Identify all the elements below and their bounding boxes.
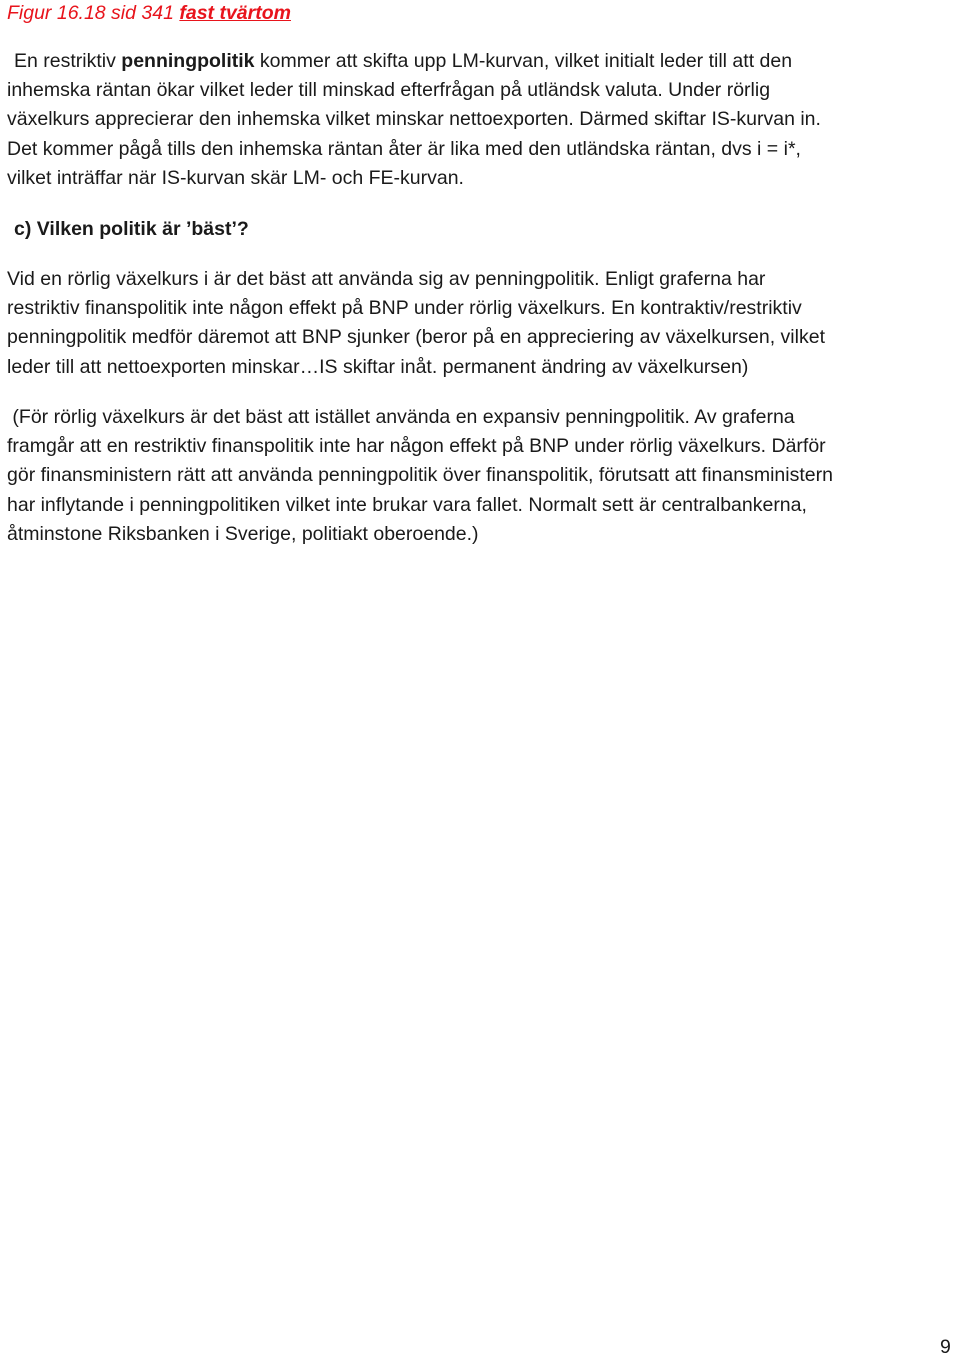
text-line: Vid en rörlig växelkurs i är det bäst att använda sig av penningpolitik. Enligt graferna har [7, 268, 766, 290]
figure-reference-emphasis: fast tvärtom [179, 2, 291, 24]
text-line: restriktiv finanspolitik inte någon effekt på BNP under rörlig växelkurs. En kontraktiv/restriktiv [7, 297, 802, 320]
text-line: inhemska räntan ökar vilket leder till minskad efterfrågan på utländsk valuta. Under rörlig [7, 79, 771, 102]
question-heading [7, 215, 952, 244]
text-line: har inflytande i penningpolitiken vilket inte brukar vara fallet. Normalt sett är centralbankerna, [7, 493, 807, 516]
figure-reference-text: Figur 16.18 sid 341 [7, 2, 180, 24]
text-line: (För rörlig växelkurs är det bäst att istället använda en expansiv penningpolitik. Av graferna [7, 406, 795, 428]
paragraph-restrictive-monetary-policy [7, 47, 952, 193]
text-line: åtminstone Riksbanken i Sverige, politiakt oberoende.) [7, 522, 479, 545]
paragraph-parenthetical-note [7, 403, 952, 549]
text-line: framgår att en restriktiv finanspolitik inte har någon effekt på BNP under rörlig växelkurs. Därför [7, 435, 826, 458]
text-line: penningpolitik medför däremot att BNP sjunker (beror på en appreciering av växelkursen, vilket [7, 326, 825, 349]
text-line: gör finansministern rätt att använda penningpolitik över finanspolitik, förutsatt att finansministern [7, 464, 833, 487]
paragraph-answer [7, 265, 952, 382]
heading-text: c) Vilken politik är ’bäst’? [14, 218, 249, 240]
bold-term: penningpolitik [121, 50, 255, 72]
text-run: En restriktiv [14, 50, 122, 72]
page-number: 9 [940, 1336, 951, 1358]
text-line: Det kommer pågå tills den inhemska räntan åter är lika med den utländska räntan, dvs i = i*, [7, 137, 801, 160]
text-line: vilket inträffar när IS-kurvan skär LM- och FE-kurvan. [7, 166, 464, 189]
text-line [7, 47, 952, 76]
text-line: växelkurs apprecierar den inhemska vilket minskar nettoexporten. Därmed skiftar IS-kurvan in. [7, 108, 821, 131]
figure-reference [7, 0, 291, 26]
text-line: leder till att nettoexporten minskar…IS skiftar inåt. permanent ändring av växelkursen) [7, 355, 749, 378]
text-run: kommer att skifta upp LM-kurvan, vilket initialt leder till att den [254, 50, 793, 72]
